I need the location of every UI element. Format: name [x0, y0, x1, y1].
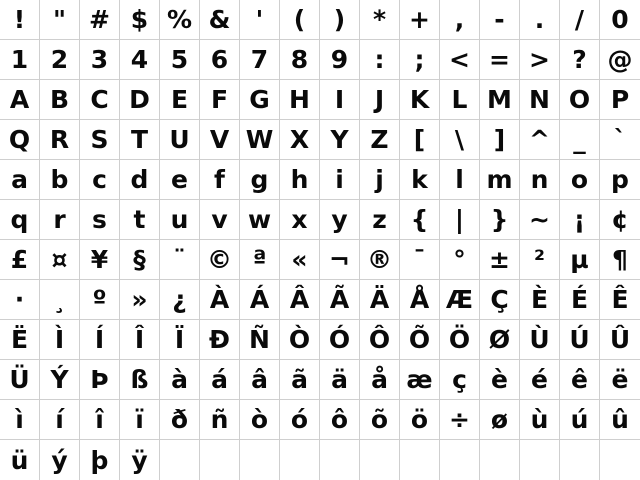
- glyph-cell: c: [80, 160, 120, 200]
- glyph-cell: ç: [440, 360, 480, 400]
- glyph-cell: V: [200, 120, 240, 160]
- glyph-cell: Q: [0, 120, 40, 160]
- glyph-cell: õ: [360, 400, 400, 440]
- glyph-cell: ä: [320, 360, 360, 400]
- glyph-cell: s: [80, 200, 120, 240]
- glyph-cell: Ì: [40, 320, 80, 360]
- glyph-cell: \: [440, 120, 480, 160]
- glyph-cell: 9: [320, 40, 360, 80]
- glyph-cell: :: [360, 40, 400, 80]
- glyph-cell: Å: [400, 280, 440, 320]
- glyph-cell: 6: [200, 40, 240, 80]
- glyph-cell: ÿ: [120, 440, 160, 480]
- glyph-cell: é: [520, 360, 560, 400]
- glyph-cell: ó: [280, 400, 320, 440]
- glyph-cell: Á: [240, 280, 280, 320]
- glyph-cell: o: [560, 160, 600, 200]
- glyph-cell: ¢: [600, 200, 640, 240]
- glyph-cell: (: [280, 0, 320, 40]
- glyph-cell: 8: [280, 40, 320, 80]
- glyph-cell: Ý: [40, 360, 80, 400]
- glyph-cell-empty: [560, 440, 600, 480]
- glyph-cell: ¬: [320, 240, 360, 280]
- glyph-cell: ¥: [80, 240, 120, 280]
- glyph-cell-empty: [360, 440, 400, 480]
- glyph-cell: l: [440, 160, 480, 200]
- glyph-cell: F: [200, 80, 240, 120]
- glyph-cell: H: [280, 80, 320, 120]
- glyph-cell: å: [360, 360, 400, 400]
- glyph-cell: â: [240, 360, 280, 400]
- glyph-cell: T: [120, 120, 160, 160]
- glyph-cell: S: [80, 120, 120, 160]
- glyph-cell: Î: [120, 320, 160, 360]
- glyph-cell: Ø: [480, 320, 520, 360]
- glyph-cell: Ö: [440, 320, 480, 360]
- glyph-cell: ã: [280, 360, 320, 400]
- glyph-cell: ¯: [400, 240, 440, 280]
- glyph-cell: |: [440, 200, 480, 240]
- glyph-cell: Ë: [0, 320, 40, 360]
- glyph-cell-empty: [240, 440, 280, 480]
- glyph-cell: =: [480, 40, 520, 80]
- glyph-cell: Z: [360, 120, 400, 160]
- glyph-cell: «: [280, 240, 320, 280]
- glyph-cell: Ü: [0, 360, 40, 400]
- glyph-cell: m: [480, 160, 520, 200]
- glyph-cell: º: [80, 280, 120, 320]
- glyph-cell: Û: [600, 320, 640, 360]
- glyph-cell: Í: [80, 320, 120, 360]
- glyph-cell: ,: [440, 0, 480, 40]
- glyph-cell: ñ: [200, 400, 240, 440]
- glyph-cell: Ç: [480, 280, 520, 320]
- glyph-cell: *: [360, 0, 400, 40]
- glyph-cell: >: [520, 40, 560, 80]
- glyph-cell: û: [600, 400, 640, 440]
- glyph-cell-empty: [200, 440, 240, 480]
- glyph-cell: ø: [480, 400, 520, 440]
- glyph-cell: ù: [520, 400, 560, 440]
- glyph-cell: Ú: [560, 320, 600, 360]
- glyph-cell: Ù: [520, 320, 560, 360]
- glyph-cell: C: [80, 80, 120, 120]
- glyph-cell: -: [480, 0, 520, 40]
- glyph-cell: 0: [600, 0, 640, 40]
- glyph-cell: }: [480, 200, 520, 240]
- glyph-cell: ': [240, 0, 280, 40]
- glyph-cell: N: [520, 80, 560, 120]
- glyph-cell: 2: [40, 40, 80, 80]
- glyph-cell: Õ: [400, 320, 440, 360]
- glyph-cell: g: [240, 160, 280, 200]
- glyph-cell: Ã: [320, 280, 360, 320]
- glyph-cell: Æ: [440, 280, 480, 320]
- glyph-cell: !: [0, 0, 40, 40]
- glyph-cell: e: [160, 160, 200, 200]
- glyph-cell: w: [240, 200, 280, 240]
- glyph-cell: µ: [560, 240, 600, 280]
- glyph-cell: f: [200, 160, 240, 200]
- glyph-cell: ]: [480, 120, 520, 160]
- glyph-cell: »: [120, 280, 160, 320]
- glyph-cell: O: [560, 80, 600, 120]
- glyph-cell: [: [400, 120, 440, 160]
- glyph-cell: ß: [120, 360, 160, 400]
- glyph-cell: X: [280, 120, 320, 160]
- glyph-cell: 4: [120, 40, 160, 80]
- glyph-cell: ²: [520, 240, 560, 280]
- glyph-cell-empty: [280, 440, 320, 480]
- glyph-cell-empty: [400, 440, 440, 480]
- glyph-cell: Þ: [80, 360, 120, 400]
- glyph-cell: ?: [560, 40, 600, 80]
- glyph-cell: #: [80, 0, 120, 40]
- glyph-cell: ): [320, 0, 360, 40]
- glyph-cell: z: [360, 200, 400, 240]
- glyph-cell: ^: [520, 120, 560, 160]
- glyph-cell: b: [40, 160, 80, 200]
- glyph-cell: ý: [40, 440, 80, 480]
- glyph-cell: &: [200, 0, 240, 40]
- glyph-cell: r: [40, 200, 80, 240]
- glyph-cell: ¨: [160, 240, 200, 280]
- glyph-cell: ê: [560, 360, 600, 400]
- glyph-cell: ï: [120, 400, 160, 440]
- glyph-cell: +: [400, 0, 440, 40]
- glyph-cell: I: [320, 80, 360, 120]
- glyph-cell: à: [160, 360, 200, 400]
- glyph-cell: á: [200, 360, 240, 400]
- glyph-cell: ª: [240, 240, 280, 280]
- glyph-cell: W: [240, 120, 280, 160]
- glyph-cell-empty: [520, 440, 560, 480]
- glyph-cell: §: [120, 240, 160, 280]
- glyph-cell: ±: [480, 240, 520, 280]
- glyph-cell: í: [40, 400, 80, 440]
- glyph-cell: ¿: [160, 280, 200, 320]
- glyph-cell: K: [400, 80, 440, 120]
- glyph-cell: Â: [280, 280, 320, 320]
- glyph-cell: q: [0, 200, 40, 240]
- glyph-cell: ë: [600, 360, 640, 400]
- glyph-cell: ò: [240, 400, 280, 440]
- glyph-cell: °: [440, 240, 480, 280]
- glyph-cell: Ä: [360, 280, 400, 320]
- glyph-cell: 3: [80, 40, 120, 80]
- glyph-cell: ©: [200, 240, 240, 280]
- glyph-cell: ð: [160, 400, 200, 440]
- glyph-cell: Ð: [200, 320, 240, 360]
- glyph-cell: ô: [320, 400, 360, 440]
- glyph-cell: d: [120, 160, 160, 200]
- glyph-cell-empty: [160, 440, 200, 480]
- glyph-cell: k: [400, 160, 440, 200]
- glyph-cell: A: [0, 80, 40, 120]
- glyph-cell: p: [600, 160, 640, 200]
- glyph-cell: x: [280, 200, 320, 240]
- glyph-cell: G: [240, 80, 280, 120]
- glyph-cell: R: [40, 120, 80, 160]
- glyph-cell: P: [600, 80, 640, 120]
- glyph-cell: a: [0, 160, 40, 200]
- glyph-cell: .: [520, 0, 560, 40]
- glyph-cell: Ó: [320, 320, 360, 360]
- glyph-cell: ~: [520, 200, 560, 240]
- glyph-cell: Y: [320, 120, 360, 160]
- glyph-cell: J: [360, 80, 400, 120]
- glyph-cell: è: [480, 360, 520, 400]
- glyph-cell: ;: [400, 40, 440, 80]
- glyph-cell: ¸: [40, 280, 80, 320]
- glyph-cell: h: [280, 160, 320, 200]
- glyph-cell: Ê: [600, 280, 640, 320]
- glyph-cell: Ô: [360, 320, 400, 360]
- glyph-cell: {: [400, 200, 440, 240]
- glyph-cell: À: [200, 280, 240, 320]
- glyph-cell: ¶: [600, 240, 640, 280]
- glyph-cell: ¡: [560, 200, 600, 240]
- glyph-cell: _: [560, 120, 600, 160]
- glyph-cell: `: [600, 120, 640, 160]
- glyph-cell: u: [160, 200, 200, 240]
- glyph-cell: ®: [360, 240, 400, 280]
- glyph-cell: 5: [160, 40, 200, 80]
- glyph-cell: /: [560, 0, 600, 40]
- glyph-cell: y: [320, 200, 360, 240]
- glyph-cell: î: [80, 400, 120, 440]
- glyph-cell: ö: [400, 400, 440, 440]
- glyph-cell: M: [480, 80, 520, 120]
- glyph-cell: Ï: [160, 320, 200, 360]
- glyph-cell: $: [120, 0, 160, 40]
- glyph-cell-empty: [440, 440, 480, 480]
- glyph-cell: £: [0, 240, 40, 280]
- glyph-cell: v: [200, 200, 240, 240]
- glyph-cell: %: [160, 0, 200, 40]
- glyph-cell: U: [160, 120, 200, 160]
- glyph-cell-empty: [320, 440, 360, 480]
- glyph-cell: Ò: [280, 320, 320, 360]
- glyph-cell: ¤: [40, 240, 80, 280]
- glyph-cell: 1: [0, 40, 40, 80]
- glyph-cell: n: [520, 160, 560, 200]
- glyph-cell: L: [440, 80, 480, 120]
- glyph-cell-empty: [480, 440, 520, 480]
- glyph-cell: <: [440, 40, 480, 80]
- glyph-cell: t: [120, 200, 160, 240]
- glyph-cell: ÷: [440, 400, 480, 440]
- glyph-cell: E: [160, 80, 200, 120]
- glyph-cell: É: [560, 280, 600, 320]
- glyph-cell: ú: [560, 400, 600, 440]
- glyph-cell: D: [120, 80, 160, 120]
- glyph-cell: æ: [400, 360, 440, 400]
- glyph-cell-empty: [600, 440, 640, 480]
- glyph-cell: ì: [0, 400, 40, 440]
- glyph-cell: ·: [0, 280, 40, 320]
- glyph-cell: j: [360, 160, 400, 200]
- glyph-cell: ": [40, 0, 80, 40]
- glyph-cell: 7: [240, 40, 280, 80]
- glyph-cell: i: [320, 160, 360, 200]
- glyph-cell: ü: [0, 440, 40, 480]
- glyph-cell: @: [600, 40, 640, 80]
- glyph-cell: þ: [80, 440, 120, 480]
- glyph-cell: B: [40, 80, 80, 120]
- glyph-cell: È: [520, 280, 560, 320]
- glyph-cell: Ñ: [240, 320, 280, 360]
